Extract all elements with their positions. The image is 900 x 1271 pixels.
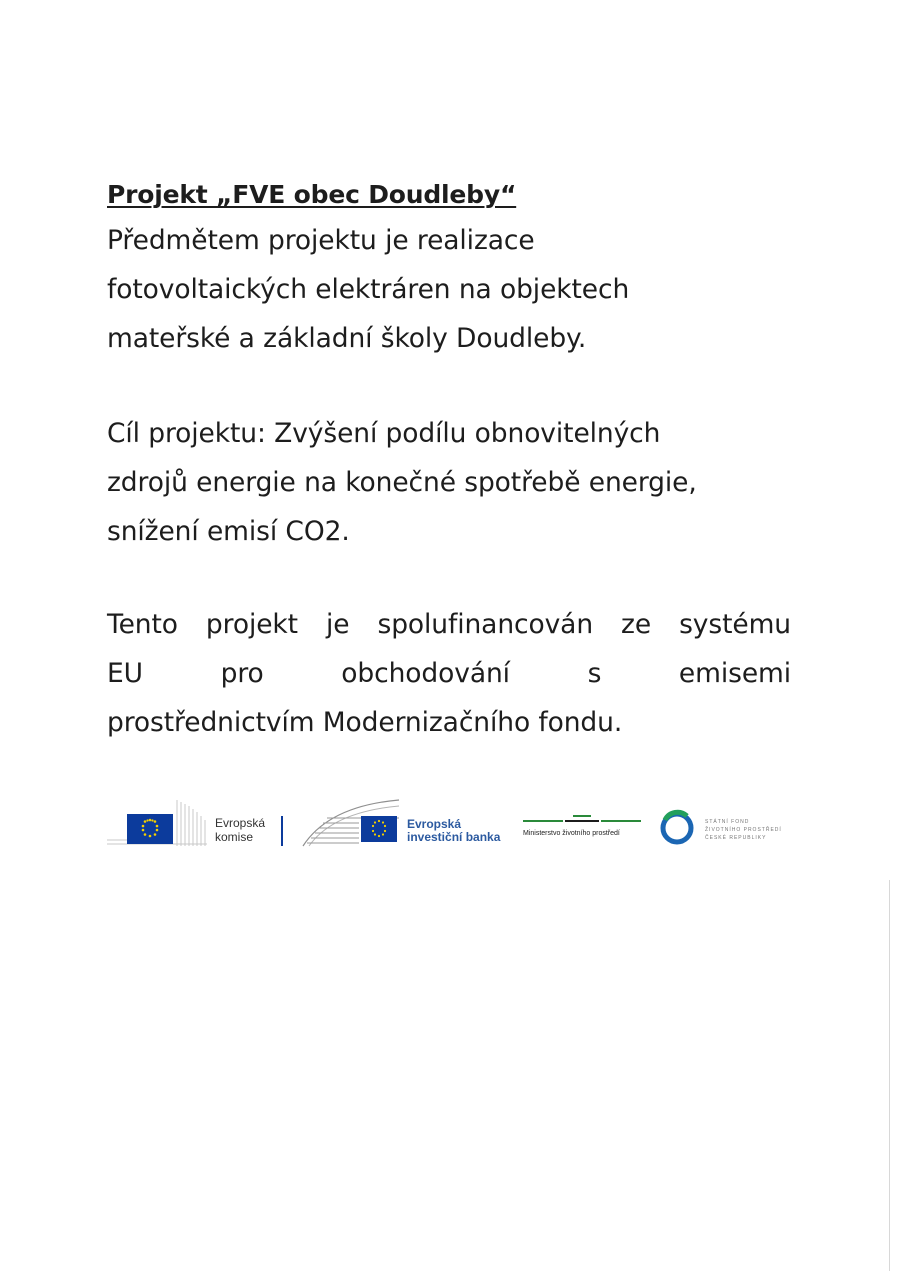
text-line: zdrojů energie na konečné spotřebě energie,: [107, 467, 697, 498]
text-line: fotovoltaických elektráren na objektech: [107, 274, 630, 305]
eib-logo-text: Evropská investiční banka: [407, 817, 501, 844]
eib-logo: [299, 796, 509, 856]
sfzp-logo-text: STÁTNÍ FOND ŽIVOTNÍHO PROSTŘEDÍ ČESKÉ REPUBLIKY: [705, 819, 782, 841]
sfzp-logo: [657, 804, 791, 850]
ec-logo-text: Evropská komise: [215, 816, 266, 844]
eu-flag-icon: [361, 816, 397, 842]
text-line: snížení emisí CO2.: [107, 516, 350, 547]
document-title: Projekt „FVE obec Doudleby“: [107, 180, 517, 209]
mzp-logo-text: Ministerstvo životního prostředí: [523, 830, 620, 837]
mzp-stripes-icon: [523, 806, 641, 846]
european-commission-logo: [107, 796, 287, 856]
paragraph-project-goal: [107, 409, 791, 556]
text-line: Předmětem projektu je realizace: [107, 225, 535, 256]
text-line: EU pro obchodování s emisemi: [107, 658, 791, 689]
text-line: Tento projekt je spolufinancován ze systému: [107, 609, 791, 640]
document-body: [107, 178, 791, 747]
text-line: mateřské a základní školy Doudleby.: [107, 323, 587, 354]
mzp-logo: [523, 806, 641, 846]
text-line: Cíl projektu: Zvýšení podílu obnovitelných: [107, 418, 661, 449]
text-line: prostřednictvím Modernizačního fondu.: [107, 707, 623, 738]
funding-logos: [107, 796, 791, 856]
paragraph-project-subject: [107, 216, 791, 363]
scan-edge-line: [889, 880, 890, 1271]
eu-flag-icon: [127, 814, 173, 844]
paragraph-funding: [107, 600, 791, 747]
